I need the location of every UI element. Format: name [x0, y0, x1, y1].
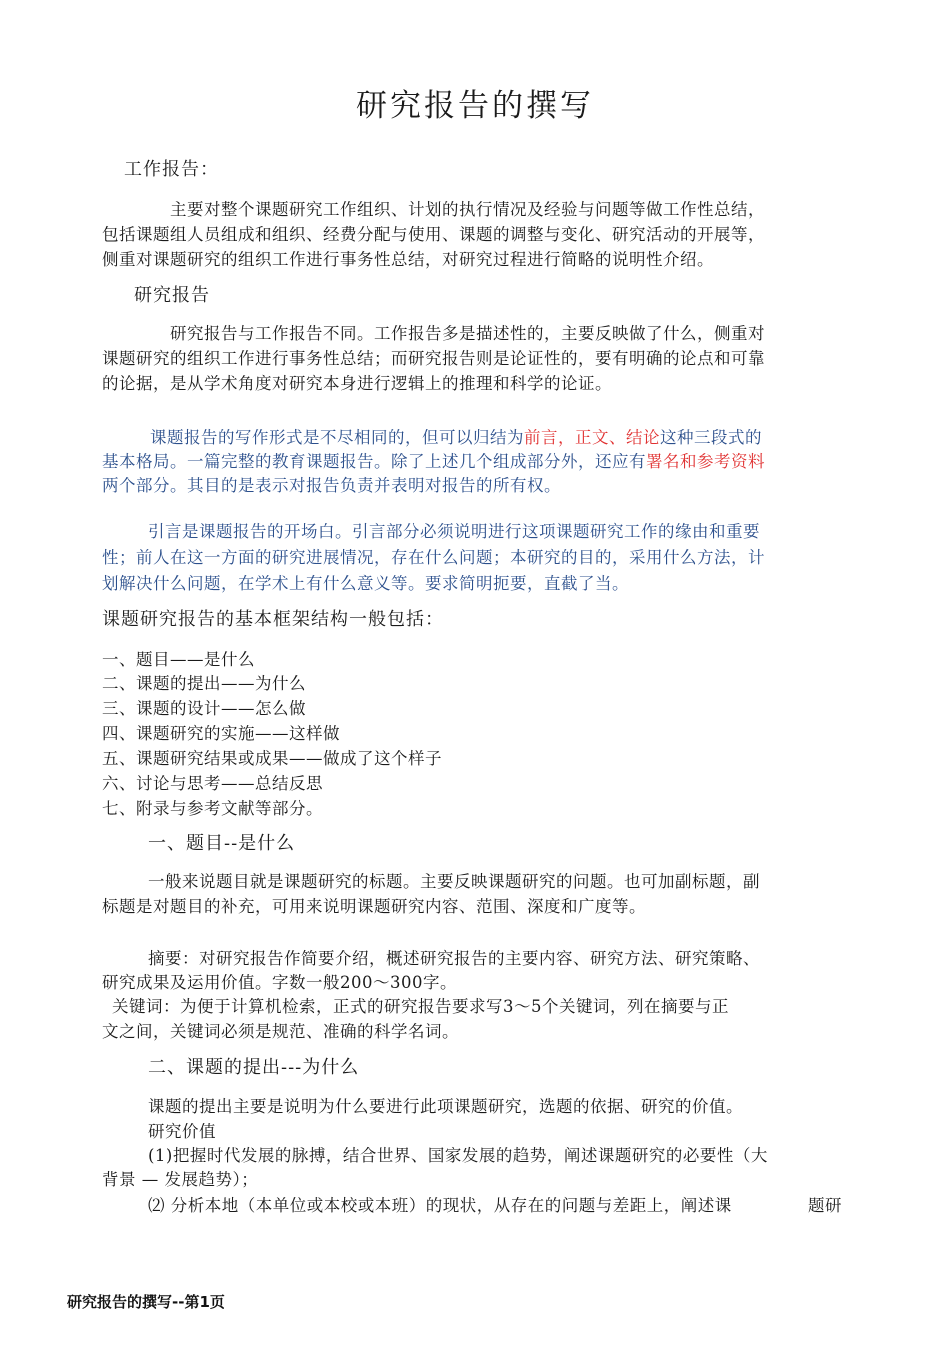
part2-point: 背景 — 发展趋势）； [102, 1170, 259, 1189]
work-report-line: 包括课题组人员组成和组织、经费分配与使用、课题的调整与变化、研究活动的开展等， [102, 225, 765, 244]
framework-item: 六、讨论与思考——总结反思 [102, 774, 323, 793]
part2-point: ⑵ 分析本地（本单位或本校或本班）的现状，从存在的问题与差距上，阐述课 [148, 1196, 732, 1215]
format-line-1 [150, 426, 762, 450]
format-text: 这种三段式的 [660, 428, 762, 447]
framework-item: 七、附录与参考文献等部分。 [102, 799, 323, 818]
intro-line: 引言是课题报告的开场白。引言部分必须说明进行这项课题研究工作的缘由和重要 [148, 522, 760, 541]
format-highlight: 署名和参考资料 [646, 452, 765, 471]
format-text: 基本格局。一篇完整的教育课题报告。除了上述几个组成部分外，还应有 [102, 452, 646, 471]
part1-line: 标题是对题目的补充，可用来说明课题研究内容、范围、深度和广度等。 [102, 897, 646, 916]
format-line-2 [102, 450, 765, 474]
framework-item: 三、课题的设计——怎么做 [102, 699, 306, 718]
format-highlight: 前言，正文、结论 [524, 428, 660, 447]
part2-heading: 二、课题的提出---为什么 [148, 1057, 360, 1078]
framework-heading: 课题研究报告的基本框架结构一般包括： [102, 609, 444, 630]
page-footer: 研究报告的撰写--第1页 [67, 1293, 225, 1311]
abstract-line: 摘要：对研究报告作简要介绍，概述研究报告的主要内容、研究方法、研究策略、 [148, 949, 760, 968]
research-report-line: 的论据，是从学术角度对研究本身进行逻辑上的推理和科学的论证。 [102, 374, 612, 393]
framework-item: 四、课题研究的实施——这样做 [102, 724, 340, 743]
keywords-line: 文之间，关键词必须是规范、准确的科学名词。 [102, 1022, 459, 1041]
framework-item: 五、课题研究结果或成果——做成了这个样子 [102, 749, 442, 768]
part1-heading: 一、题目--是什么 [148, 833, 296, 854]
part2-point: 题研 [808, 1196, 842, 1215]
part2-point: (1)把握时代发展的脉搏，结合世界、国家发展的趋势，阐述课题研究的必要性（大 [148, 1146, 768, 1165]
format-line-3: 两个部分。其目的是表示对报告负责并表明对报告的所有权。 [102, 476, 561, 495]
framework-item: 一、题目——是什么 [102, 650, 255, 669]
intro-line: 性；前人在这一方面的研究进展情况，存在什么问题；本研究的目的，采用什么方法，计 [102, 548, 765, 567]
research-report-heading: 研究报告 [134, 285, 210, 306]
part2-line: 课题的提出主要是说明为什么要进行此项课题研究，选题的依据、研究的价值。 [148, 1097, 743, 1116]
research-report-line: 课题研究的组织工作进行事务性总结；而研究报告则是论证性的，要有明确的论点和可靠 [102, 349, 765, 368]
work-report-heading: 工作报告： [124, 159, 219, 180]
part2-line: 研究价值 [148, 1122, 216, 1141]
work-report-line: 主要对整个课题研究工作组织、计划的执行情况及经验与问题等做工作性总结， [170, 200, 765, 219]
format-text: 课题报告的写作形式是不尽相同的，但可以归结为 [150, 428, 524, 447]
framework-item: 二、课题的提出——为什么 [102, 674, 306, 693]
part1-line: 一般来说题目就是课题研究的标题。主要反映课题研究的问题。也可加副标题，副 [148, 872, 760, 891]
research-report-line: 研究报告与工作报告不同。工作报告多是描述性的，主要反映做了什么，侧重对 [170, 324, 765, 343]
abstract-line: 研究成果及运用价值。字数一般200～300字。 [102, 973, 457, 992]
page-title: 研究报告的撰写 [356, 88, 594, 124]
keywords-line: 关键词：为便于计算机检索，正式的研究报告要求写3～5个关键词，列在摘要与正 [112, 997, 729, 1016]
intro-line: 划解决什么问题，在学术上有什么意义等。要求简明扼要，直截了当。 [102, 574, 629, 593]
work-report-line: 侧重对课题研究的组织工作进行事务性总结，对研究过程进行简略的说明性介绍。 [102, 250, 714, 269]
